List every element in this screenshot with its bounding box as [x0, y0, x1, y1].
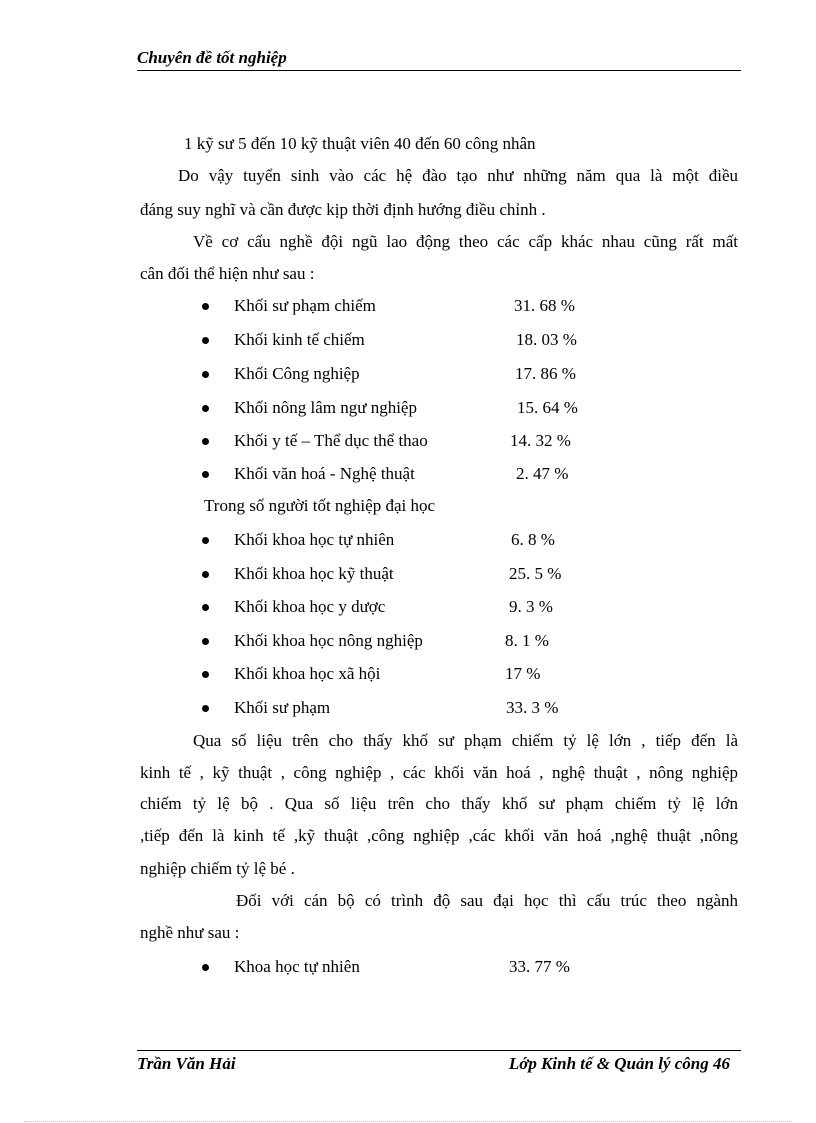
item-value: 9. 3 % — [509, 597, 553, 616]
item-label: Khối sư phạm chiếm — [234, 296, 376, 315]
list-item — [0, 364, 816, 386]
footer-class: Lớp Kinh tế & Quản lý công 46 — [508, 1054, 730, 1073]
item-value: 18. 03 % — [516, 330, 577, 349]
para3-line: chiếm tỷ lệ bộ . Qua số liệu trên cho thấy khố sư phạm chiếm tỷ lệ lớn — [140, 794, 738, 813]
bullet-icon — [202, 705, 209, 712]
list-item — [0, 664, 816, 686]
para3-line: Qua số liệu trên cho thấy khố sư phạm chiếm tỷ lệ lớn , tiếp đến là — [193, 731, 738, 750]
item-label: Khối kinh tế chiếm — [234, 330, 365, 349]
item-value: 33. 77 % — [509, 957, 570, 976]
item-value: 33. 3 % — [506, 698, 559, 717]
bullet-icon — [202, 964, 209, 971]
item-value: 15. 64 % — [517, 398, 578, 417]
item-label: Khối khoa học xã hội — [234, 664, 381, 683]
item-value: 8. 1 % — [505, 631, 549, 650]
list-item — [0, 597, 816, 619]
item-value: 2. 47 % — [516, 464, 569, 483]
bullet-icon — [202, 337, 209, 344]
item-value: 17 % — [505, 664, 541, 683]
bullet-icon — [202, 438, 209, 445]
item-label: Khoa học tự nhiên — [234, 957, 360, 976]
list-item — [0, 431, 816, 453]
bullet-icon — [202, 537, 209, 544]
para3-line: kinh tế , kỹ thuật , công nghiệp , các khối văn hoá , nghệ thuật , nông nghiệp — [140, 763, 738, 782]
list-item — [0, 398, 816, 420]
para2-line2: cân đối thể hiện như sau : — [140, 264, 315, 283]
item-value: 6. 8 % — [511, 530, 555, 549]
item-label: Khối khoa học y dược — [234, 597, 386, 616]
item-label: Khối y tế – Thể dục thể thao — [234, 431, 428, 450]
item-label: Khối khoa học nông nghiệp — [234, 631, 423, 650]
para2-line1: Về cơ cấu nghề đội ngũ lao động theo các cấp khác nhau cũng rất mất — [193, 232, 738, 251]
ratio-line: 1 kỹ sư 5 đến 10 kỹ thuật viên 40 đến 60 công nhân — [184, 134, 536, 153]
item-value: 31. 68 % — [514, 296, 575, 315]
bullet-icon — [202, 571, 209, 578]
bullet-icon — [202, 303, 209, 310]
bullet-icon — [202, 405, 209, 412]
footer-author: Trần Văn Hải — [137, 1054, 236, 1073]
list-item — [0, 296, 816, 318]
para4-line1: Đối với cán bộ có trình độ sau đại học thì cấu trúc theo ngành — [236, 891, 738, 910]
para1-line1: Do vậy tuyển sinh vào các hệ đào tạo như những năm qua là một điều — [178, 166, 738, 185]
item-label: Khối khoa học kỹ thuật — [234, 564, 394, 583]
para1-line2: đáng suy nghĩ và cần được kịp thời định hướng điều chỉnh . — [140, 200, 546, 219]
para3-line: nghiệp chiếm tỷ lệ bé . — [140, 859, 295, 878]
header-divider — [137, 70, 741, 71]
item-value: 14. 32 % — [510, 431, 571, 450]
list-item — [0, 530, 816, 552]
list-item — [0, 464, 816, 486]
list-item — [0, 564, 816, 586]
para4-line2: nghề như sau : — [140, 923, 240, 942]
para3-line: ,tiếp đến là kinh tế ,kỹ thuật ,công nghiệp ,các khối văn hoá ,nghệ thuật ,nông — [140, 826, 738, 845]
bullet-icon — [202, 471, 209, 478]
list-item — [0, 957, 816, 979]
item-label: Khối văn hoá - Nghệ thuật — [234, 464, 415, 483]
list-item — [0, 330, 816, 352]
bullet-icon — [202, 371, 209, 378]
list-item — [0, 698, 816, 720]
header-title: Chuyên đề tốt nghiệp — [137, 48, 287, 67]
page-edge-divider — [24, 1121, 792, 1122]
bullet-icon — [202, 638, 209, 645]
subheading: Trong số người tốt nghiệp đại học — [204, 496, 436, 515]
bullet-icon — [202, 671, 209, 678]
bullet-icon — [202, 604, 209, 611]
item-value: 17. 86 % — [515, 364, 576, 383]
item-label: Khối khoa học tự nhiên — [234, 530, 395, 549]
footer-divider — [137, 1050, 741, 1051]
item-label: Khối sư phạm — [234, 698, 331, 717]
item-label: Khối nông lâm ngư nghiệp — [234, 398, 417, 417]
item-label: Khối Công nghiệp — [234, 364, 360, 383]
list-item — [0, 631, 816, 653]
item-value: 25. 5 % — [509, 564, 562, 583]
